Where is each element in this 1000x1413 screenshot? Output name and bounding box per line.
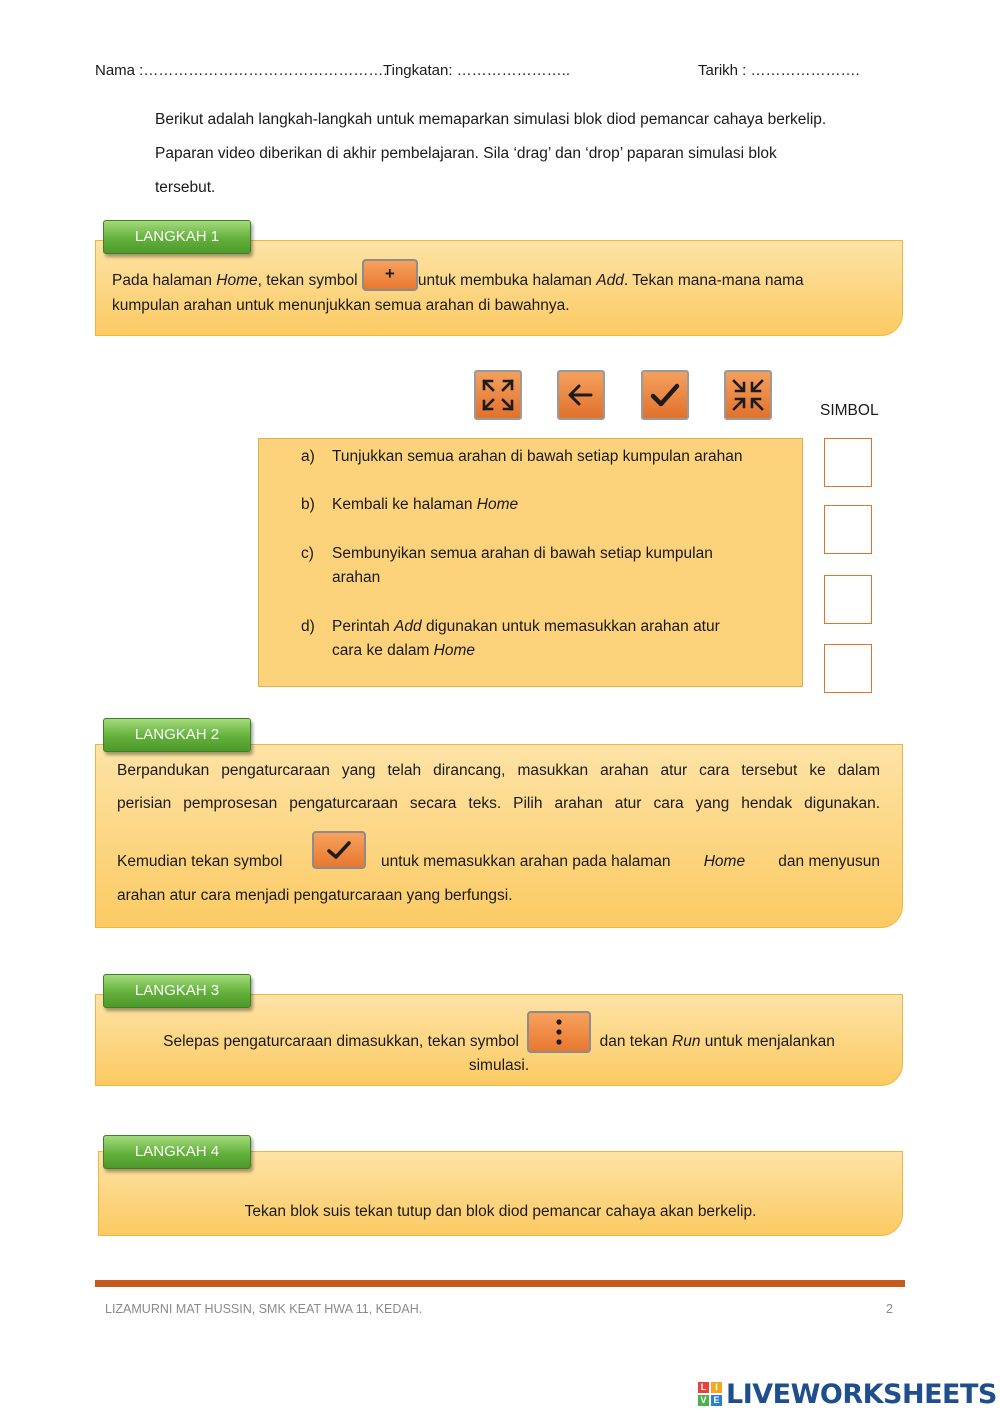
- step-1-text: [112, 263, 892, 318]
- collapse-icon-glyph: [730, 377, 766, 413]
- drop-box-c[interactable]: [824, 575, 872, 624]
- statement-text-part: Tunjukkan semua arahan di bawah setiap kumpulan arahan: [332, 448, 743, 465]
- add-plus-button: +: [362, 259, 418, 291]
- brand-letter: L: [698, 1382, 709, 1393]
- page-number: 2: [886, 1302, 893, 1316]
- step-1-line-2: kumpulan arahan untuk menunjukkan semua arahan di bawahnya.: [112, 297, 570, 314]
- step-4-text: Tekan blok suis tekan tutup dan blok diod pemancar cahaya akan berkelip.: [244, 1203, 757, 1220]
- back-arrow-icon[interactable]: [557, 370, 605, 420]
- step-2-home-em: Home: [703, 853, 746, 870]
- brand-letter: E: [711, 1395, 722, 1406]
- step-1-tab: LANGKAH 1: [103, 220, 251, 254]
- checkmark-icon[interactable]: [641, 370, 689, 420]
- intro-line-2: Paparan video diberikan di akhir pembelajaran. Sila ‘drag’ dan ‘drop’ paparan simulasi blok: [155, 145, 777, 162]
- back-arrow-icon-glyph: [563, 377, 599, 413]
- insert-check-button: [312, 831, 366, 869]
- step-3-text-part: untuk menjalankan: [700, 1033, 835, 1051]
- step-2-text-part: untuk memasukkan arahan pada halaman: [381, 853, 671, 870]
- brand-letter: I: [711, 1382, 722, 1393]
- step-2-line-3b: [381, 850, 880, 874]
- step-2-tab: LANGKAH 2: [103, 718, 251, 752]
- step-1-text-part: untuk membuka halaman: [417, 272, 597, 289]
- step-2-text-part: dan menyusun: [778, 853, 880, 870]
- statement-letter: a): [301, 448, 315, 465]
- statement-em: Add: [394, 618, 422, 635]
- step-2-line-4: arahan atur cara menjadi pengaturcaraan yang berfungsi.: [117, 887, 513, 904]
- checkmark-icon: [326, 839, 352, 861]
- statement-text-part: Kembali ke halaman: [332, 496, 477, 513]
- statement-text: [332, 542, 782, 590]
- step-1-add-em: Add: [596, 272, 624, 289]
- footer-author: LIZAMURNI MAT HUSSIN, SMK KEAT HWA 11, KEDAH.: [105, 1302, 423, 1316]
- more-options-button: [527, 1011, 591, 1053]
- live-letter-grid: [698, 1382, 722, 1406]
- vertical-dots-icon: [554, 1017, 564, 1047]
- brand-name: LIVEWORKSHEETS: [726, 1378, 997, 1410]
- expand-icon-glyph: [480, 377, 516, 413]
- simbol-label: SIMBOL: [820, 402, 879, 419]
- step-2-line-1: Berpandukan pengaturcaraan yang telah dirancang, masukkan arahan atur cara tersebut ke dalam: [117, 762, 880, 779]
- step-3-text-part: dan tekan: [595, 1033, 672, 1051]
- step-1-text-part: , tekan symbol: [257, 272, 362, 289]
- step-1-text-part: Pada halaman: [112, 272, 217, 289]
- intro-line-3: tersebut.: [155, 179, 216, 196]
- statement-text-part: arahan: [332, 569, 381, 586]
- statement-text-part: Perintah: [332, 618, 395, 635]
- step-3-run-em: Run: [672, 1033, 701, 1051]
- step-1-text-part: . Tekan mana-mana nama: [623, 272, 804, 289]
- statement-letter: d): [301, 618, 315, 635]
- statement-text-part: cara ke dalam: [332, 642, 434, 659]
- footer-rule: [95, 1280, 905, 1287]
- statement-text: [332, 615, 782, 663]
- statement-text: [332, 445, 782, 469]
- intro-paragraph: [155, 103, 900, 205]
- brand-letter: V: [698, 1395, 709, 1406]
- intro-line-1: Berikut adalah langkah-langkah untuk memaparkan simulasi blok diod pemancar cahaya berkelip.: [155, 111, 827, 128]
- step-3-line-2: simulasi.: [468, 1057, 530, 1074]
- liveworksheets-logo: [698, 1375, 997, 1413]
- statement-text-part: Sembunyikan semua arahan di bawah setiap kumpulan: [332, 545, 713, 562]
- step-1-home-em: Home: [216, 272, 258, 289]
- step-3-line-1: [96, 1029, 902, 1055]
- statement-letter: c): [301, 545, 314, 562]
- statement-text: [332, 493, 782, 517]
- step-3-text-part: Selepas pengaturcaraan dimasukkan, tekan symbol: [163, 1033, 519, 1051]
- expand-icon[interactable]: [474, 370, 522, 420]
- name-field-label: Nama :………………………………………….: [95, 62, 388, 79]
- form-field-label: Tingkatan: …………………..: [383, 62, 570, 79]
- drop-box-b[interactable]: [824, 505, 872, 554]
- drop-box-a[interactable]: [824, 438, 872, 487]
- statement-em: Home: [476, 496, 519, 513]
- step-1-box: [95, 240, 903, 336]
- checkmark-icon-glyph: [647, 377, 683, 413]
- statement-text-part: digunakan untuk memasukkan arahan atur: [421, 618, 720, 635]
- step-4-tab: LANGKAH 4: [103, 1135, 251, 1169]
- statement-letter: b): [301, 496, 315, 513]
- statement-em: Home: [433, 642, 476, 659]
- drop-box-d[interactable]: [824, 644, 872, 693]
- date-field-label: Tarikh : ………………….: [698, 62, 860, 79]
- step-2-box: [95, 744, 903, 928]
- step-3-tab: LANGKAH 3: [103, 974, 251, 1008]
- step-2-line-3a: Kemudian tekan symbol: [117, 853, 283, 870]
- step-2-line-2: perisian pemprosesan pengaturcaraan secara teks. Pilih arahan atur cara yang hendak digunakan.: [117, 795, 880, 812]
- statements-box: [258, 438, 803, 687]
- collapse-icon[interactable]: [724, 370, 772, 420]
